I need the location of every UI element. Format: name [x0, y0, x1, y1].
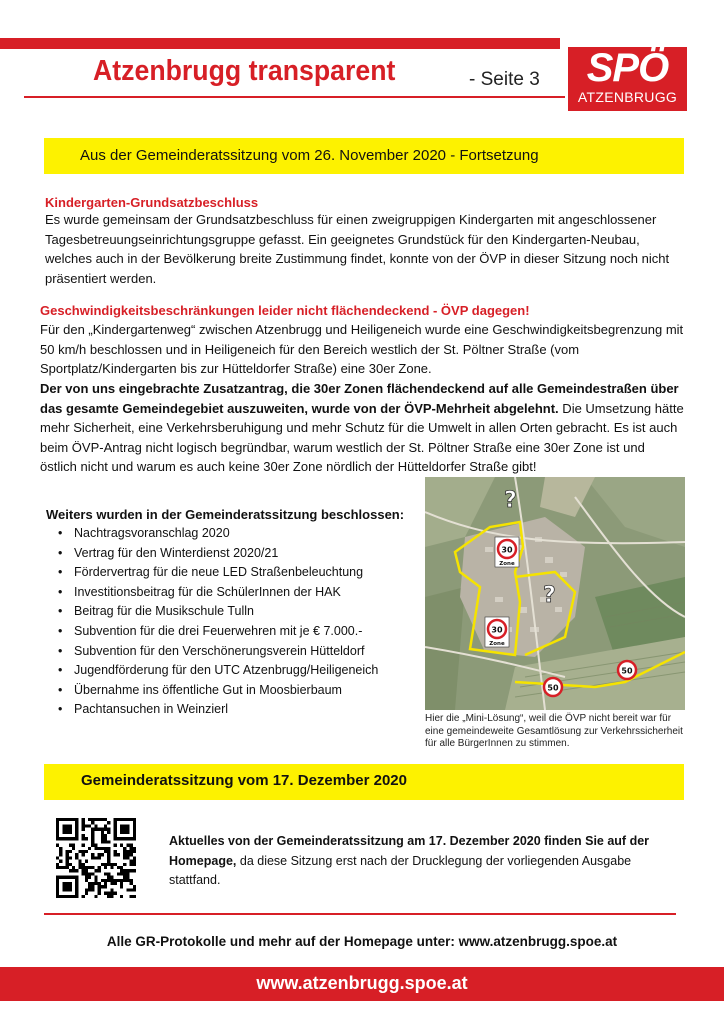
spoe-logo	[568, 47, 687, 111]
aerial-map-svg	[425, 477, 685, 710]
speed-amendment-rest: Die Umsetzung hätte mehr Sicherheit, eine Verkehrsberuhigung und mehr Schutz für die Umwelt in allen Orten gebracht. Es ist auch beim ÖVP-Antrag nicht logisch begründbar, warum westlich der St. Pöltner Straße eine 30er Zone ist und östlich nicht und warum es auch keine 30er Zone nördlich der Hütteldorfer Straße gibt!	[40, 400, 684, 474]
map-question-mark-a: ?	[504, 488, 517, 513]
zone-30-a-number: 30	[501, 545, 513, 555]
map-caption: Hier die „Mini-Lösung“, weil die ÖVP nicht bereit war für eine gemeindeweite Gesamtlösung zur Verkehrssicherheit für alle BürgerInnen zu stimmen.	[425, 713, 683, 749]
logo-main-text: SPÖ	[586, 46, 669, 90]
list-item: • Subvention für die drei Feuerwehren mit je € 7.000.-	[58, 622, 378, 642]
qr-code-image	[56, 818, 136, 898]
december-news-bold: Aktuelles von der Gemeinderatssitzung am 17. Dezember 2020 finden Sie auf der Homepage,	[169, 834, 650, 868]
list-item: • Beitrag für die Musikschule Tulln	[58, 602, 378, 622]
speed-limit-paragraph: Für den „Kindergartenweg“ zwischen Atzenbrugg und Heiligeneich wurde eine Geschwindigkeitsbegrenzung mit 50 km/h beschlossen und in Heiligeneich für den Bereich westlich der St. Pöltner Straße (vom Sportplatz/Kindergarten bis zur Hütteldorfer Straße) eine 30er Zone.	[40, 322, 684, 376]
map-question-mark-b: ?	[543, 583, 556, 608]
section-banner-december-text: Gemeinderatssitzung vom 17. Dezember 2020	[81, 772, 407, 789]
qr-code-svg	[56, 818, 136, 898]
kindergarten-heading: Kindergarten-Grundsatzbeschluss	[45, 195, 259, 210]
limit-50-sign-a	[544, 678, 562, 696]
decisions-heading: Weiters wurden in der Gemeinderatssitzung beschlossen:	[46, 507, 405, 522]
december-news-paragraph	[169, 832, 669, 891]
list-item: • Vertrag für den Winterdienst 2020/21	[58, 544, 378, 564]
speed-amendment-paragraph	[40, 379, 685, 477]
list-item: • Nachtragsvoranschlag 2020	[58, 524, 378, 544]
list-item: • Subvention für den Verschönerungsverein Hütteldorf	[58, 642, 378, 662]
page-title: Atzenbrugg transparent	[93, 55, 396, 87]
footer-rule	[44, 913, 676, 915]
footer-url: www.atzenbrugg.spoe.at	[256, 973, 468, 993]
december-news-rest: da diese Sitzung erst nach der Drucklegung der vorliegenden Ausgabe stattfand.	[169, 853, 632, 887]
decisions-list	[58, 524, 378, 720]
header-rule	[24, 96, 565, 98]
speed-limit-heading: Geschwindigkeitsbeschränkungen leider nicht flächendeckend - ÖVP dagegen!	[40, 303, 530, 318]
speed-amendment-bold: Der von uns eingebrachte Zusatzantrag, die 30er Zonen flächendeckend auf alle Gemeindestraßen über das gesamte Gemeindegebiet auszuweiten, wurde von der ÖVP-Mehrheit abgelehnt.	[40, 381, 679, 416]
zone-30-sign-b	[485, 617, 509, 647]
section-banner-november-text: Aus der Gemeinderatssitzung vom 26. November 2020 - Fortsetzung	[80, 147, 539, 164]
list-item: • Investitionsbeitrag für die SchülerInnen der HAK	[58, 583, 378, 603]
list-item: • Fördervertrag für die neue LED Straßenbeleuchtung	[58, 563, 378, 583]
limit-50-a-number: 50	[547, 683, 559, 693]
limit-50-b-number: 50	[621, 666, 633, 676]
zone-30-b-number: 30	[491, 625, 503, 635]
list-item: • Pachtansuchen in Weinzierl	[58, 700, 378, 720]
logo-sub-text: ATZENBRUGG	[577, 89, 678, 105]
list-item: • Jugendförderung für den UTC Atzenbrugg/Heiligeneich	[58, 661, 378, 681]
header-top-bar	[0, 38, 560, 49]
limit-50-sign-b	[618, 661, 636, 679]
list-item: • Übernahme ins öffentliche Gut in Moosbierbaum	[58, 681, 378, 701]
aerial-map-image	[425, 477, 685, 710]
zone-30-sign-a	[495, 537, 519, 567]
kindergarten-paragraph: Es wurde gemeinsam der Grundsatzbeschluss für einen zweigruppigen Kindergarten mit angeschlossener Tagesbetreuungseinrichtungsgruppe gefasst. Ein geeignetes Grundstück für den Kindergarten-Neubau, welches auch in der Bevölkerung breite Zustimmung findet, konnte von der ÖVP in dieser Sitzung noch nicht präsentiert werden.	[45, 212, 670, 286]
page-number-label: - Seite 3	[469, 69, 540, 90]
protocols-note: Alle GR-Protokolle und mehr auf der Homepage unter: www.atzenbrugg.spoe.at	[106, 934, 618, 949]
zone-30-a-label: Zone	[499, 561, 515, 567]
zone-30-b-label: Zone	[489, 641, 505, 647]
